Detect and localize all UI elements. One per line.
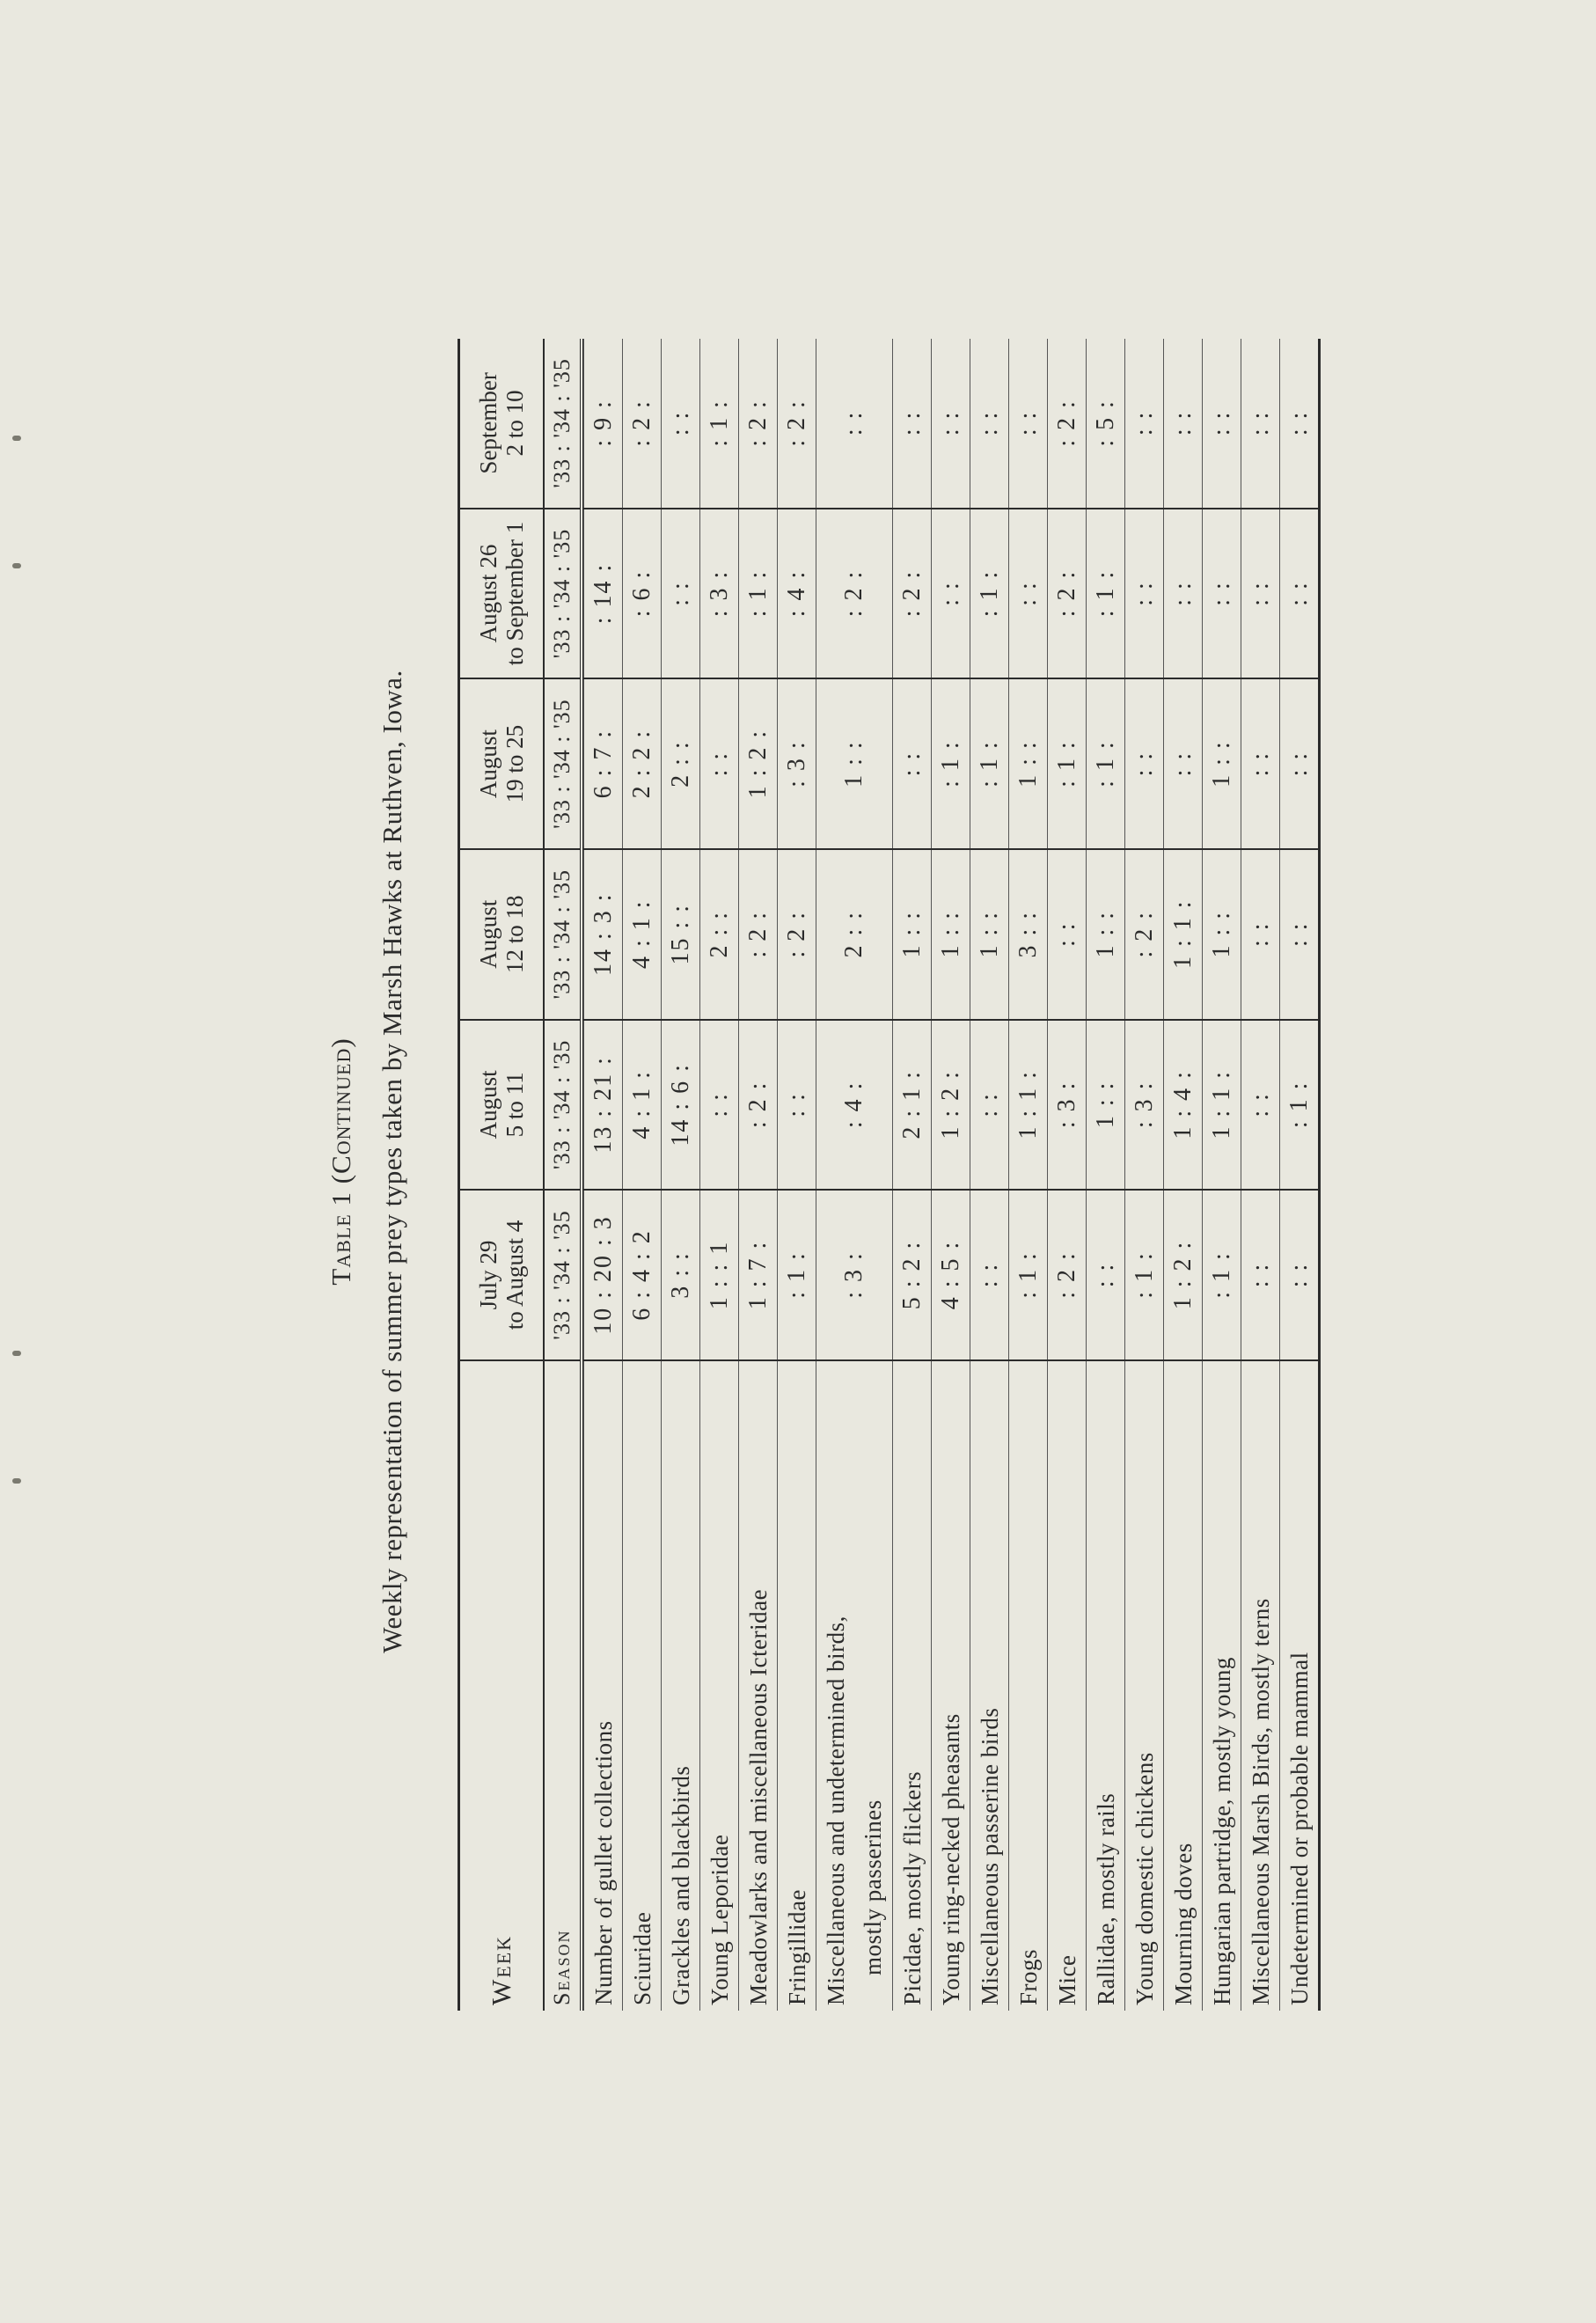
table-cell: 1 : : xyxy=(816,678,893,849)
period-line1: August xyxy=(475,729,501,799)
table-cell: 2 : 1 : xyxy=(893,1020,932,1191)
season-header-row xyxy=(544,339,582,2011)
table-cell: 1 : 2 : xyxy=(932,1020,970,1191)
table-cell: : : xyxy=(1241,339,1280,509)
row-label xyxy=(1280,1360,1320,2011)
period-header xyxy=(460,1190,544,1360)
period-header xyxy=(460,509,544,679)
table-cell: : : xyxy=(700,1020,739,1191)
table-cell: : : xyxy=(893,339,932,509)
table-cell: : : xyxy=(1241,1190,1280,1360)
period-line2: 12 to 18 xyxy=(501,895,528,973)
period-line2: to September 1 xyxy=(501,521,528,666)
row-label-text: Fringillidae xyxy=(783,1889,810,2005)
table-cell: 5 : 2 : xyxy=(893,1190,932,1360)
row-label-text-cont: mostly passerines xyxy=(860,1799,886,1975)
table-row xyxy=(1048,339,1087,2011)
table-subtitle: Weekly representation of summer prey types taken by Marsh Hawks at Ruthven, Iowa. xyxy=(377,670,407,1653)
table-cell: : 2 : xyxy=(1048,509,1087,679)
season-years: '33 : '34 : '35 xyxy=(544,849,582,1020)
table-cell: : : xyxy=(970,1190,1009,1360)
table-row xyxy=(778,339,816,2011)
table-cell: 1 : : xyxy=(1203,849,1241,1020)
table-cell: : : xyxy=(1203,509,1241,679)
table-cell: : 1 : xyxy=(1087,678,1125,849)
table-cell: : 3 : xyxy=(1048,1020,1087,1191)
row-label xyxy=(816,1360,893,2011)
table-cell: : : xyxy=(662,509,700,679)
period-line2: 19 to 25 xyxy=(501,724,528,803)
table-cell: : : xyxy=(1164,339,1203,509)
table-cell: : : xyxy=(1280,849,1320,1020)
row-label-text: Hungarian partridge, mostly young xyxy=(1208,1657,1235,2005)
row-label-text: Miscellaneous passerine birds xyxy=(976,1707,1003,2005)
table-cell: : 3 : xyxy=(816,1190,893,1360)
table-cell: 14 : 3 : xyxy=(584,849,623,1020)
table-cell: : 2 : xyxy=(623,339,662,509)
row-label xyxy=(1048,1360,1087,2011)
table-cell: : : xyxy=(1241,1020,1280,1191)
week-label: Week xyxy=(486,1934,516,2005)
row-label xyxy=(778,1360,816,2011)
table-cell: 1 : : xyxy=(1087,849,1125,1020)
period-line2: 2 to 10 xyxy=(501,390,528,457)
season-years: '33 : '34 : '35 xyxy=(544,678,582,849)
table-cell: : : xyxy=(932,339,970,509)
table-cell: : 1 : xyxy=(1203,1190,1241,1360)
row-label-text: Frogs xyxy=(1014,1948,1042,2005)
row-label xyxy=(1203,1360,1241,2011)
table-cell: : 2 : xyxy=(778,339,816,509)
table-cell: : 2 : xyxy=(816,509,893,679)
table-cell: : 3 : xyxy=(778,678,816,849)
table-cell: 2 : 2 : xyxy=(623,678,662,849)
table-cell: 1 : 7 : xyxy=(739,1190,778,1360)
row-label-text: Rallidae, mostly rails xyxy=(1092,1792,1119,2005)
table-row xyxy=(662,339,700,2011)
table-cell: 1 : 2 : xyxy=(1164,1190,1203,1360)
table-cell: 1 : : xyxy=(970,849,1009,1020)
row-label xyxy=(1164,1360,1203,2011)
table-row xyxy=(700,339,739,2011)
period-header xyxy=(460,339,544,509)
table-cell: : 4 : xyxy=(816,1020,893,1191)
row-label-text: Sciuridae xyxy=(628,1911,655,2005)
table-cell: : 1 : xyxy=(700,339,739,509)
table-cell: 1 : 1 : xyxy=(1164,849,1203,1020)
season-years: '33 : '34 : '35 xyxy=(544,1020,582,1191)
period-header xyxy=(460,849,544,1020)
period-line2: to August 4 xyxy=(501,1220,528,1330)
table-cell: : 1 : xyxy=(1048,678,1087,849)
period-line1: August xyxy=(475,1070,501,1140)
table-cell: : 1 : xyxy=(1125,1190,1164,1360)
table-row xyxy=(1125,339,1164,2011)
table-cell: : : xyxy=(1125,678,1164,849)
table-cell: 4 : 5 : xyxy=(932,1190,970,1360)
row-label xyxy=(623,1360,662,2011)
table-cell: : 2 : xyxy=(739,849,778,1020)
table-cell: : 2 : xyxy=(739,1020,778,1191)
row-label-text: Picidae, mostly flickers xyxy=(898,1770,926,2005)
row-label-text: Young Leporidae xyxy=(706,1834,733,2005)
period-line2: 5 to 11 xyxy=(501,1072,528,1138)
table-row xyxy=(1087,339,1125,2011)
table-cell: : 4 : xyxy=(778,509,816,679)
table-cell: : 1 : xyxy=(739,509,778,679)
row-label-text: Miscellaneous Marsh Birds, mostly terns xyxy=(1247,1598,1274,2005)
row-label-text: Young domestic chickens xyxy=(1131,1752,1158,2005)
table-cell: 4 : 1 : xyxy=(623,1020,662,1191)
table-cell: : 1 : xyxy=(1087,509,1125,679)
row-label xyxy=(739,1360,778,2011)
table-cell: 1 : : xyxy=(1087,1020,1125,1191)
table-cell: : 9 : xyxy=(584,339,623,509)
table-row xyxy=(1241,339,1280,2011)
row-label xyxy=(1009,1360,1048,2011)
table-cell: 1 : : xyxy=(932,849,970,1020)
table-cell: 6 : 4 : 2 xyxy=(623,1190,662,1360)
table-row xyxy=(1280,339,1320,2011)
table-cell: 1 : 1 : xyxy=(1203,1020,1241,1191)
table-cell: 1 : : 1 xyxy=(700,1190,739,1360)
table-cell: : 2 : xyxy=(778,849,816,1020)
season-years: '33 : '34 : '35 xyxy=(544,339,582,509)
table-cell: : 1 : xyxy=(778,1190,816,1360)
table-cell: 6 : 7 : xyxy=(584,678,623,849)
table-cell: : : xyxy=(1280,509,1320,679)
table-cell: : : xyxy=(1241,849,1280,1020)
row-label xyxy=(893,1360,932,2011)
row-label xyxy=(932,1360,970,2011)
table-cell: 2 : : xyxy=(816,849,893,1020)
table-cell: : : xyxy=(1009,339,1048,509)
table-row xyxy=(623,339,662,2011)
table-cell: 1 : : xyxy=(1009,678,1048,849)
table-cell: : : xyxy=(1164,509,1203,679)
table-row xyxy=(584,339,623,2011)
table-cell: : 3 : xyxy=(700,509,739,679)
period-header xyxy=(460,678,544,849)
table-cell: 1 : : xyxy=(893,849,932,1020)
table-cell: 1 : : xyxy=(1203,678,1241,849)
row-label xyxy=(662,1360,700,2011)
table-cell: : : xyxy=(1203,339,1241,509)
row-label-text: Miscellaneous and undetermined birds, xyxy=(823,1616,849,2005)
table-cell: : 5 : xyxy=(1087,339,1125,509)
row-label-text: Mice xyxy=(1053,1954,1080,2005)
period-header xyxy=(460,1020,544,1191)
table-cell: 3 : : xyxy=(662,1190,700,1360)
table-cell: 1 : 2 : xyxy=(739,678,778,849)
table-cell: 2 : : xyxy=(662,678,700,849)
table-cell: : : xyxy=(1280,339,1320,509)
table-cell: 2 : : xyxy=(700,849,739,1020)
table-cell: : 14 : xyxy=(584,509,623,679)
table-cell: : : xyxy=(1280,1190,1320,1360)
row-label xyxy=(700,1360,739,2011)
table-cell: : 1 : xyxy=(1280,1020,1320,1191)
row-label xyxy=(1241,1360,1280,2011)
table-title: Table 1 (Continued) xyxy=(326,1037,356,1286)
row-label xyxy=(1125,1360,1164,2011)
row-label-text: Meadowlarks and miscellaneous Icteridae xyxy=(744,1588,772,2005)
table-row xyxy=(970,339,1009,2011)
table-cell: 14 : 6 : xyxy=(662,1020,700,1191)
table-cell: : : xyxy=(1164,678,1203,849)
table-cell: : 2 : xyxy=(1125,849,1164,1020)
table-row xyxy=(932,339,970,2011)
table-row xyxy=(893,339,932,2011)
table-cell: 13 : 21 : xyxy=(584,1020,623,1191)
table-cell: : : xyxy=(1087,1190,1125,1360)
table-cell: 3 : : xyxy=(1009,849,1048,1020)
row-label-text: Mourning doves xyxy=(1169,1843,1197,2005)
table-cell: 4 : 1 : xyxy=(623,849,662,1020)
table-cell: 1 : 1 : xyxy=(1009,1020,1048,1191)
row-label xyxy=(1087,1360,1125,2011)
table-row xyxy=(1203,339,1241,2011)
table-cell: 1 : 4 : xyxy=(1164,1020,1203,1191)
table-cell: 15 : : xyxy=(662,849,700,1020)
table-cell: : 1 : xyxy=(970,678,1009,849)
table-cell: : : xyxy=(1125,339,1164,509)
table-cell: : 2 : xyxy=(1048,1190,1087,1360)
period-line1: August 26 xyxy=(475,544,501,643)
table-cell: : : xyxy=(893,678,932,849)
table-cell: : : xyxy=(778,1020,816,1191)
season-years: '33 : '34 : '35 xyxy=(544,1190,582,1360)
table-cell: : : xyxy=(970,339,1009,509)
table-cell: : 1 : xyxy=(1009,1190,1048,1360)
row-label xyxy=(970,1360,1009,2011)
table-cell: : : xyxy=(932,509,970,679)
table-row xyxy=(1009,339,1048,2011)
table-cell: : 6 : xyxy=(623,509,662,679)
table-cell: : : xyxy=(1280,678,1320,849)
table-cell: : : xyxy=(1048,849,1087,1020)
row-label xyxy=(584,1360,623,2011)
row-label-text: Young ring-necked pheasants xyxy=(937,1713,964,2005)
table-cell: : 2 : xyxy=(739,339,778,509)
period-line1: July 29 xyxy=(475,1240,501,1310)
row-label-text: Grackles and blackbirds xyxy=(667,1765,694,2005)
season-years: '33 : '34 : '35 xyxy=(544,509,582,679)
period-line1: August xyxy=(475,899,501,969)
week-header-row xyxy=(460,339,544,2011)
row-label-text: Undetermined or probable mammal xyxy=(1285,1652,1313,2005)
prey-table xyxy=(458,339,1321,2011)
table-cell: : : xyxy=(700,678,739,849)
table-cell: : 1 : xyxy=(970,509,1009,679)
period-line1: September xyxy=(475,372,501,474)
table-row xyxy=(1164,339,1203,2011)
table-cell: : : xyxy=(816,339,893,509)
table-cell: : : xyxy=(1125,509,1164,679)
table-cell: : 2 : xyxy=(893,509,932,679)
table-row xyxy=(816,339,893,2011)
season-label: Season xyxy=(544,1360,582,2011)
row-label-text: Number of gullet collections xyxy=(589,1720,617,2005)
table-row xyxy=(739,339,778,2011)
table-cell: : 2 : xyxy=(1048,339,1087,509)
table-cell: : : xyxy=(970,1020,1009,1191)
table-cell: : 1 : xyxy=(932,678,970,849)
table-cell: : : xyxy=(1241,509,1280,679)
table-cell: : : xyxy=(1241,678,1280,849)
table-cell: : : xyxy=(662,339,700,509)
table-cell: : : xyxy=(1009,509,1048,679)
table-cell: : 3 : xyxy=(1125,1020,1164,1191)
table-cell: 10 : 20 : 3 xyxy=(584,1190,623,1360)
